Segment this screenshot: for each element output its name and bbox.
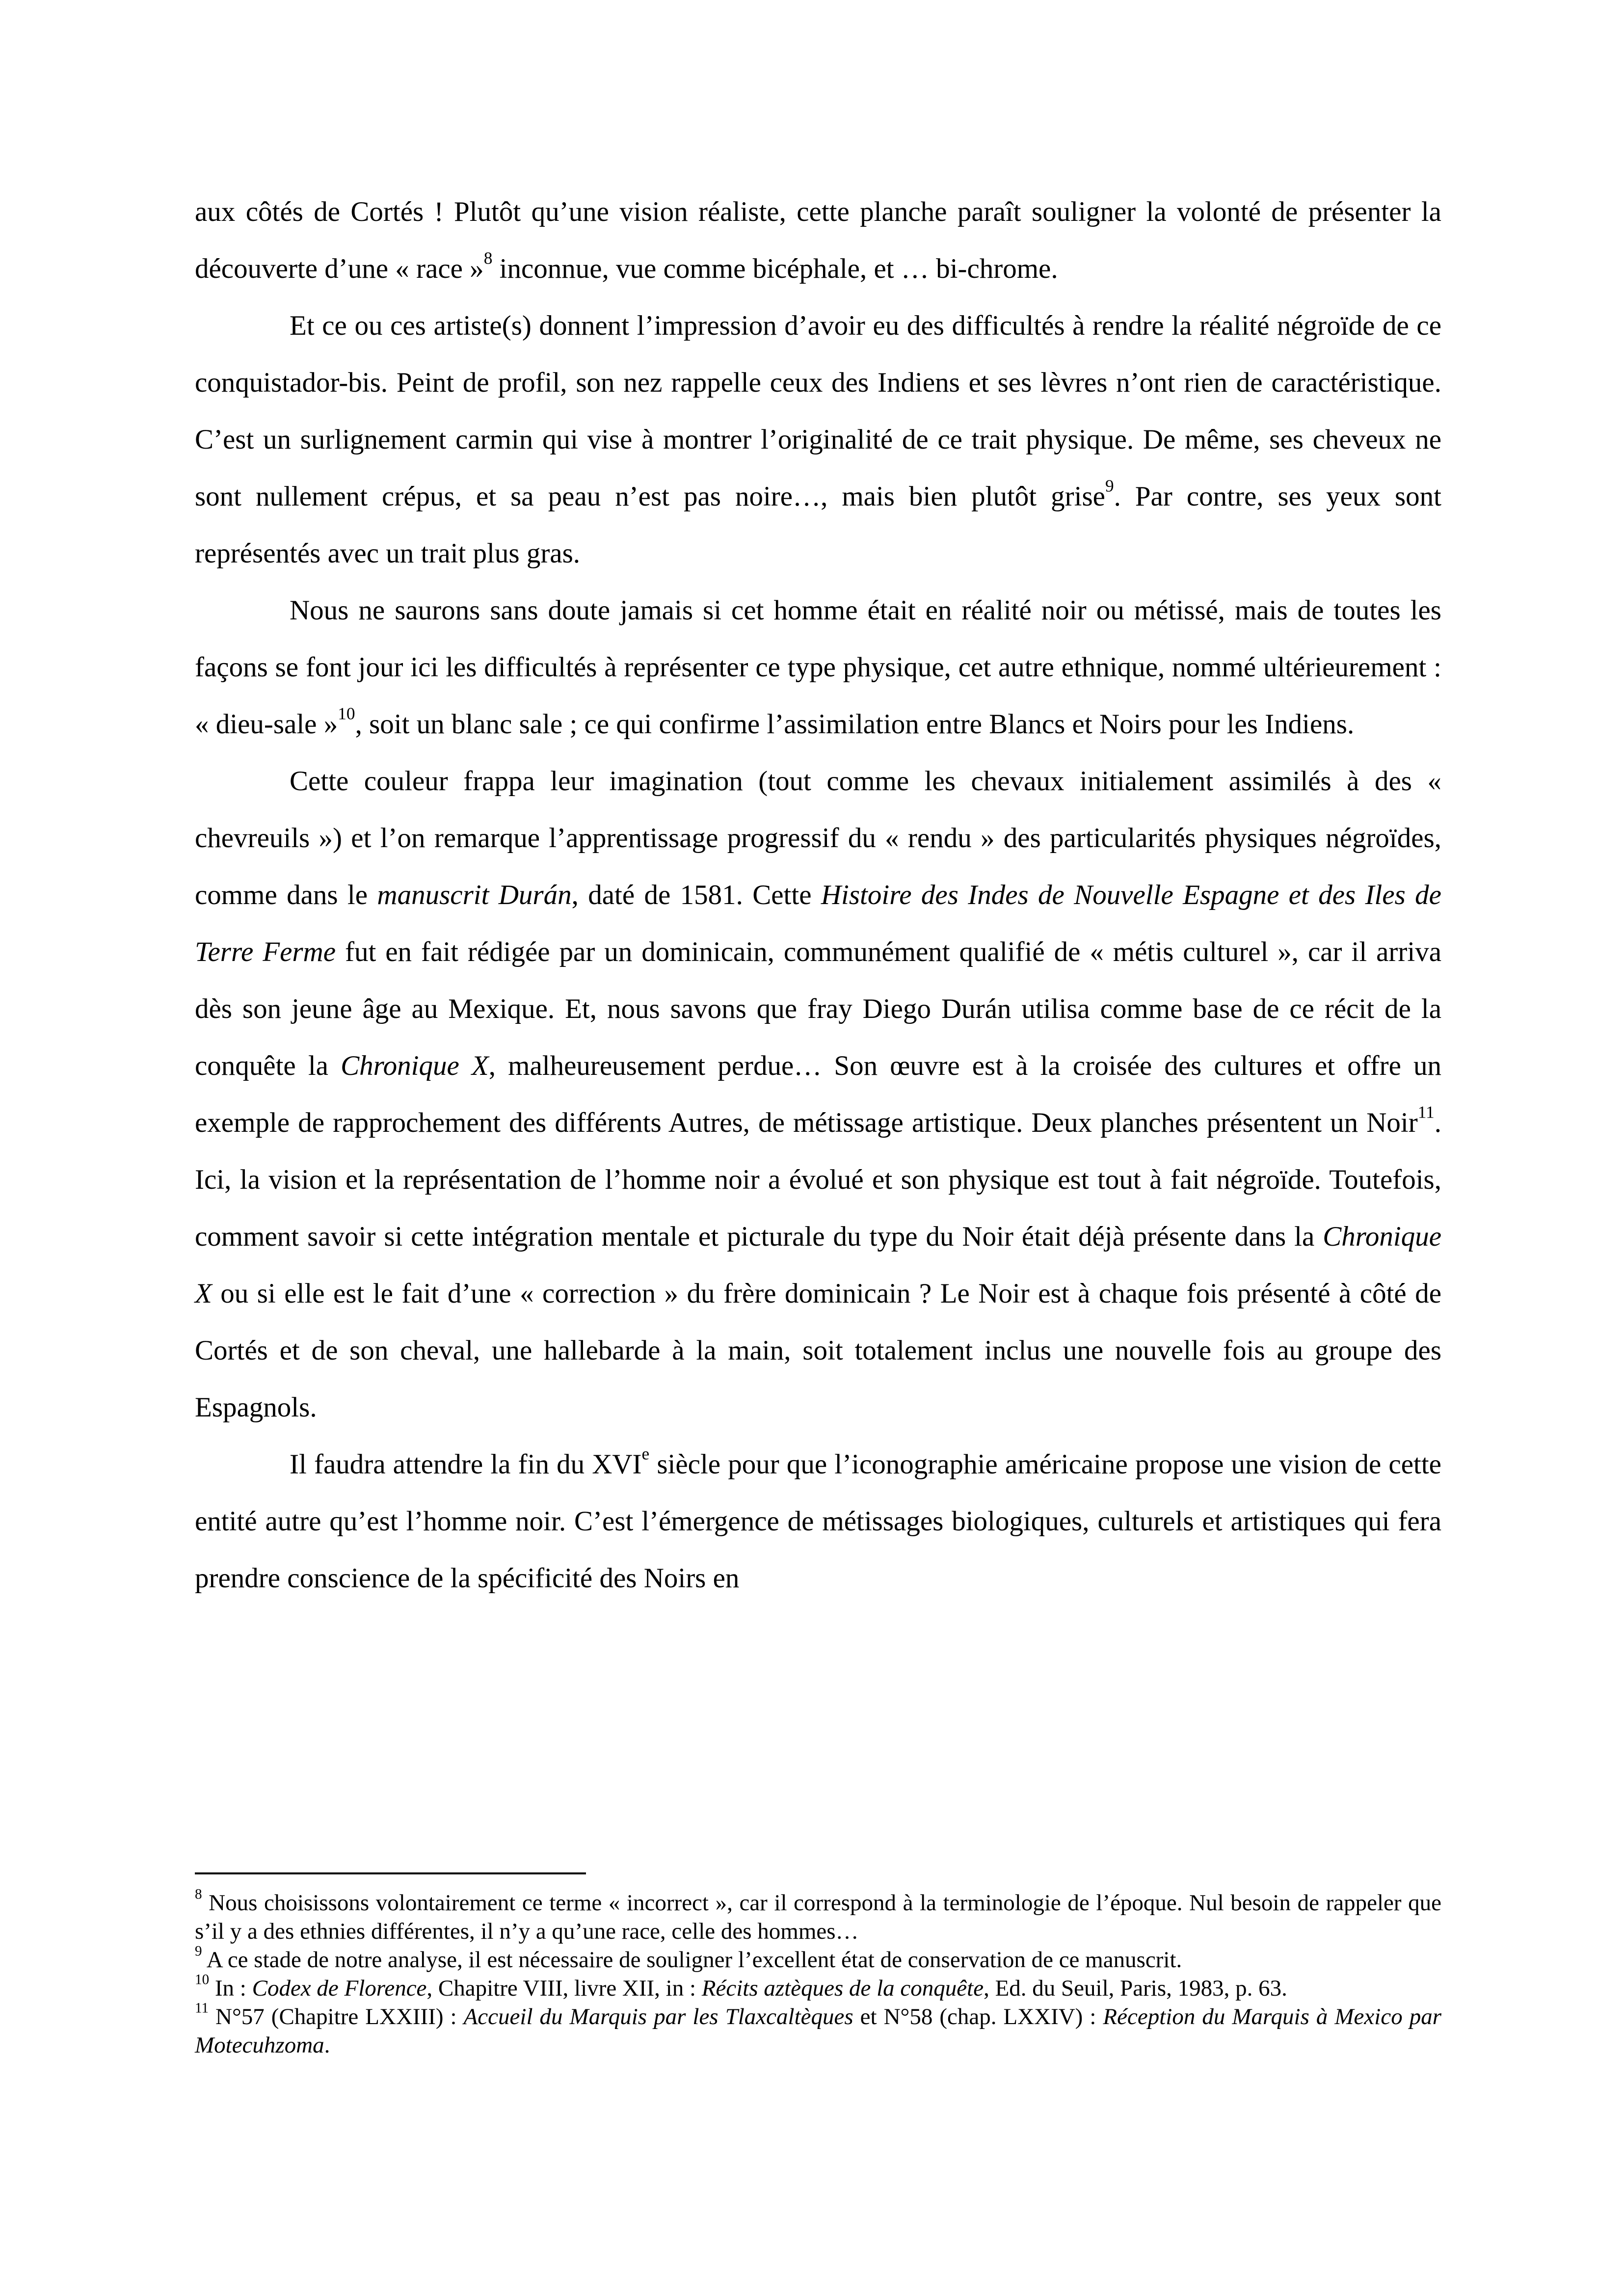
paragraph-2: [195, 297, 1441, 582]
paragraph-1: [195, 184, 1441, 297]
title-reception-du-marquis: Réception du Marquis à Mexico par Motecuhzoma: [195, 2004, 1441, 2058]
footnote-ref-10[interactable]: 10: [338, 704, 355, 723]
paragraph-4-text-b: , daté de 1581. Cette: [571, 880, 821, 910]
title-recits-azteques: Récits aztèques de la conquête: [701, 1976, 984, 2001]
body-text: [195, 184, 1441, 1607]
footnotes: [195, 1886, 1441, 2059]
footnote-11-text-b: et N°58 (chap. LXXIV) :: [853, 2004, 1103, 2029]
footnote-8: [195, 1886, 1441, 1946]
footnote-11-text-a: N°57 (Chapitre LXXIII) :: [209, 2004, 464, 2029]
paragraph-2-text-a: Et ce ou ces artiste(s) donnent l’impression d’avoir eu des difficultés à rendre la réalité négroïde de ce conquistador-bis. Peint de profil, son nez rappelle ceux des Indiens et ses lèvres n’ont rien de caractéristique. C’est un surlignement carmin qui vise à montrer l’originalité de ce trait physique. De même, ses cheveux ne sont nullement crépus, et sa peau n’est pas noire…, mais bien plutôt grise: [195, 310, 1441, 512]
footnote-separator: [195, 1872, 586, 1874]
footnote-11-text-c: .: [324, 2032, 330, 2058]
paragraph-4-text-c: fut en fait rédigée par un dominicain, communément qualifié de « métis culturel », car il arriva dès son jeune âge au Mexique. Et, nous savons que fray Diego Durán utilisa comme base de ce récit de la conquête la: [195, 936, 1442, 1081]
footnote-9: [195, 1943, 1441, 1974]
paragraph-4-text-a: Cette couleur frappa leur imagination (tout comme les chevaux initialement assimilés à des « chevreuils ») et l’on remarque l’apprentissage progressif du « rendu » des particularités physiques négroïdes, comme dans le: [195, 766, 1441, 910]
footnote-ref-9[interactable]: 9: [1105, 476, 1114, 496]
century-superscript: e: [641, 1444, 650, 1464]
paragraph-4-text-d: , malheureusement perdue… Son œuvre est à la croisée des cultures et offre un exemple de rapprochement des différents Autres, de métissage artistique. Deux planches présentent un Noir: [195, 1050, 1442, 1138]
footnote-number-10: 10: [195, 1972, 210, 1988]
paragraph-4-text-f: ou si elle est le fait d’une « correction » du frère dominicain ? Le Noir est à chaque fois présenté à côté de Cortés et de son cheval, une hallebarde à la main, soit totalement inclus une nouvelle fois au groupe des Espagnols.: [195, 1278, 1441, 1423]
title-manuscrit-duran: manuscrit Durán: [377, 880, 572, 910]
paragraph-1-text-a: aux côtés de Cortés ! Plutôt qu’une vision réaliste, cette planche paraît souligner la volonté de présenter la découverte d’une « race »: [195, 196, 1441, 284]
footnote-number-8: 8: [195, 1886, 202, 1902]
paragraph-3: [195, 582, 1441, 753]
title-chronique-x-2: Chronique X: [195, 1221, 1441, 1309]
footnote-8-text: Nous choisissons volontairement ce terme « incorrect », car il correspond à la terminologie de l’époque. Nul besoin de rappeler que s’il y a des ethnies différentes, il n’y a qu’une race, celle des hommes…: [195, 1890, 1441, 1944]
footnote-number-11: 11: [195, 2000, 209, 2016]
paragraph-1-text-b: inconnue, vue comme bicéphale, et … bi-chrome.: [492, 253, 1058, 284]
paragraph-4-text-e: . Ici, la vision et la représentation de l’homme noir a évolué et son physique est tout à fait négroïde. Toutefois, comment savoir si cette intégration mentale et picturale du type du Noir était déjà présente dans la: [195, 1107, 1441, 1252]
footnote-11: [195, 2002, 1441, 2059]
paragraph-4: [195, 753, 1441, 1436]
footnote-10-text-a: In :: [209, 1976, 252, 2001]
paragraph-3-text-b: , soit un blanc sale ; ce qui confirme l’assimilation entre Blancs et Noirs pour les Indiens.: [355, 709, 1355, 740]
footnote-number-9: 9: [195, 1943, 202, 1959]
title-accueil-du-marquis: Accueil du Marquis par les Tlaxcaltèques: [463, 2004, 853, 2029]
title-histoire-des-indes: Histoire des Indes de Nouvelle Espagne et des Iles de Terre Ferme: [195, 880, 1441, 967]
title-codex-de-florence: Codex de Florence: [252, 1976, 427, 2001]
paragraph-2-text-b: . Par contre, ses yeux sont représentés avec un trait plus gras.: [195, 481, 1441, 569]
footnote-10-text-c: , Ed. du Seuil, Paris, 1983, p. 63.: [984, 1976, 1287, 2001]
paragraph-3-text-a: Nous ne saurons sans doute jamais si cet homme était en réalité noir ou métissé, mais de toutes les façons se font jour ici les difficultés à représenter ce type physique, cet autre ethnique, nommé ultérieurement : « dieu-sale »: [195, 595, 1441, 740]
footnote-10: [195, 1974, 1441, 2002]
paragraph-5-text-b: siècle pour que l’iconographie américaine propose une vision de cette entité autre qu’est l’homme noir. C’est l’émergence de métissages biologiques, culturels et artistiques qui fera prendre conscience de la spécificité des Noirs en: [195, 1449, 1441, 1594]
paragraph-5-text-a: Il faudra attendre la fin du XVI: [290, 1449, 642, 1480]
footnote-ref-8[interactable]: 8: [483, 248, 493, 268]
footnote-10-text-b: , Chapitre VIII, livre XII, in :: [426, 1976, 702, 2001]
footnote-ref-11[interactable]: 11: [1417, 1102, 1435, 1122]
footnote-9-text: A ce stade de notre analyse, il est nécessaire de souligner l’excellent état de conservation de ce manuscrit.: [202, 1947, 1182, 1973]
title-chronique-x: Chronique X: [341, 1050, 489, 1081]
paragraph-5: [195, 1436, 1441, 1607]
